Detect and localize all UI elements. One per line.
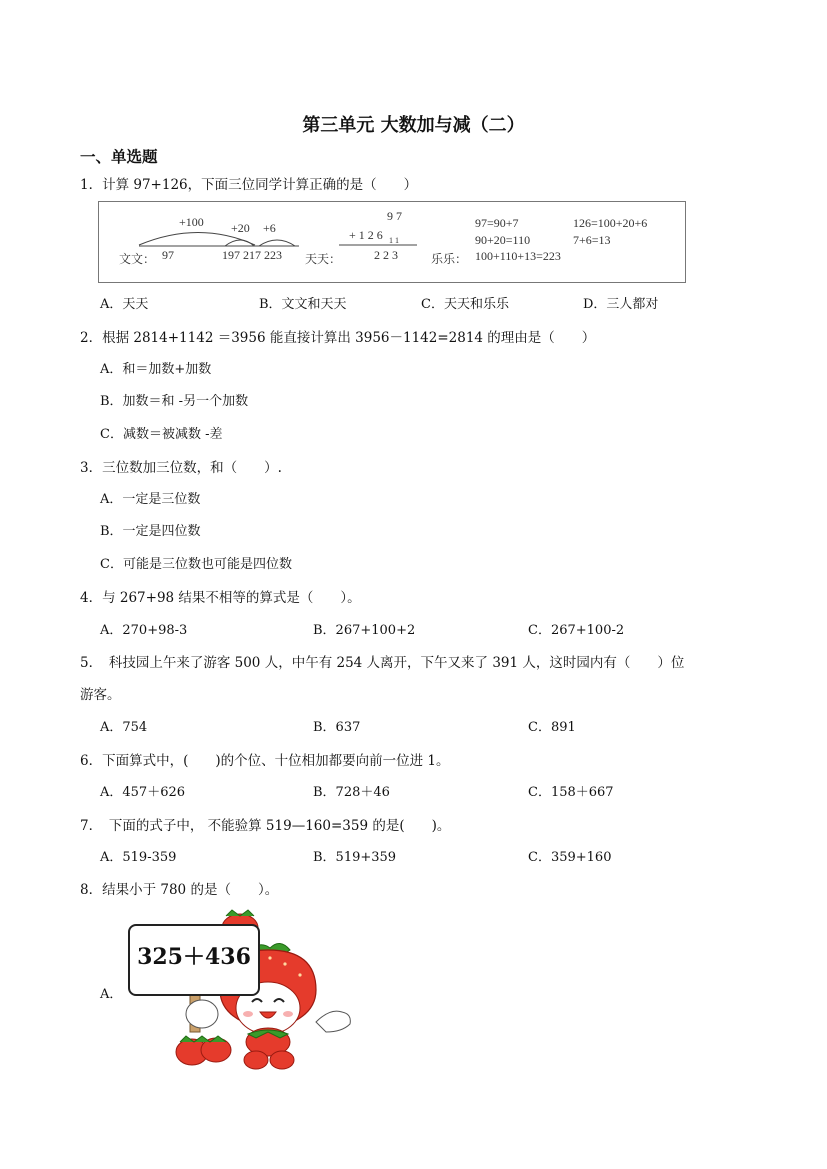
q1-option-a[interactable]: A．天天: [100, 297, 149, 312]
tiantian-mid: + 1 2 6: [349, 228, 383, 242]
tiantian-top: 9 7: [387, 209, 402, 223]
lele-label: 乐乐：: [431, 252, 468, 266]
wenwen-values: 197 217 223: [222, 248, 282, 262]
question-4-text: 4．与 267+98 结果不相等的算式是（ ）。: [80, 590, 361, 606]
sign-expression: 325＋436: [137, 944, 251, 970]
q5-option-b[interactable]: B．637: [313, 720, 361, 735]
question-1-figure: [98, 201, 686, 283]
lele-line2a: 90+20=110: [475, 233, 531, 247]
q1-option-b[interactable]: B．文文和天天: [259, 297, 347, 312]
tiantian-label: 天天：: [305, 252, 342, 266]
question-5-text: 5． 科技园上午来了游客 500 人，中午有 254 人离开，下午又来了 391 人，这时园内有（ ）位: [80, 655, 685, 671]
q4-option-c[interactable]: C．267+100-2: [528, 623, 625, 638]
question-3-text: 3．三位数加三位数，和（ ）.: [80, 460, 282, 476]
wenwen-start: 97: [162, 248, 174, 262]
q5-option-c[interactable]: C．891: [528, 720, 576, 735]
lele-line3: 100+110+13=223: [475, 249, 561, 263]
question-8-text: 8．结果小于 780 的是（ ）。: [80, 882, 279, 898]
wenwen-plus20: +20: [231, 221, 250, 235]
question-1-text: 1．计算 97+126，下面三位同学计算正确的是（ ）: [80, 177, 418, 193]
lele-line2b: 7+6=13: [573, 233, 611, 247]
section-heading: 一、单选题: [80, 148, 158, 166]
q2-option-b[interactable]: B．加数＝和 -另一个加数: [100, 394, 249, 409]
q4-option-a[interactable]: A．270+98-3: [100, 623, 188, 638]
q2-option-a[interactable]: A．和＝加数+加数: [100, 362, 212, 377]
lele-line1b: 126=100+20+6: [573, 216, 648, 230]
q7-option-c[interactable]: C．359+160: [528, 850, 612, 865]
q3-option-b[interactable]: B．一定是四位数: [100, 524, 201, 539]
q5-option-a[interactable]: A．754: [100, 720, 148, 735]
q2-option-c[interactable]: C．减数＝被减数 -差: [100, 427, 223, 442]
question-6-text: 6．下面算式中，( )的个位、十位相加都要向前一位进 1。: [80, 753, 450, 769]
q7-option-a[interactable]: A．519-359: [100, 850, 177, 865]
q3-option-a[interactable]: A．一定是三位数: [100, 492, 201, 507]
q1-option-d[interactable]: D．三人都对: [583, 297, 659, 312]
wenwen-plus100: +100: [179, 215, 204, 229]
tiantian-result: 2 2 3: [374, 248, 398, 262]
q3-option-c[interactable]: C．可能是三位数也可能是四位数: [100, 557, 292, 572]
q8-option-a[interactable]: A．: [100, 987, 123, 1002]
question-7-text: 7． 下面的式子中， 不能验算 519—160=359 的是( )。: [80, 818, 451, 834]
q6-option-c[interactable]: C．158＋667: [528, 785, 614, 800]
lele-line1a: 97=90+7: [475, 216, 519, 230]
page-title: 第三单元 大数加与减（二）: [302, 115, 525, 136]
question-2-text: 2．根据 2814+1142 ＝3956 能直接计算出 3956－1142=2814 的理由是（ ）: [80, 330, 596, 346]
q8-option-a-sign: [128, 924, 260, 996]
q4-option-b[interactable]: B．267+100+2: [313, 623, 416, 638]
q1-option-c[interactable]: C．天天和乐乐: [421, 297, 509, 312]
q6-option-a[interactable]: A．457＋626: [100, 785, 186, 800]
wenwen-label: 文文：: [119, 252, 156, 266]
q6-option-b[interactable]: B．728＋46: [313, 785, 390, 800]
q7-option-b[interactable]: B．519+359: [313, 850, 397, 865]
question-5-text-continued: 游客。: [80, 687, 121, 703]
tiantian-carry: 1 1: [389, 236, 399, 245]
wenwen-plus6: +6: [263, 221, 276, 235]
